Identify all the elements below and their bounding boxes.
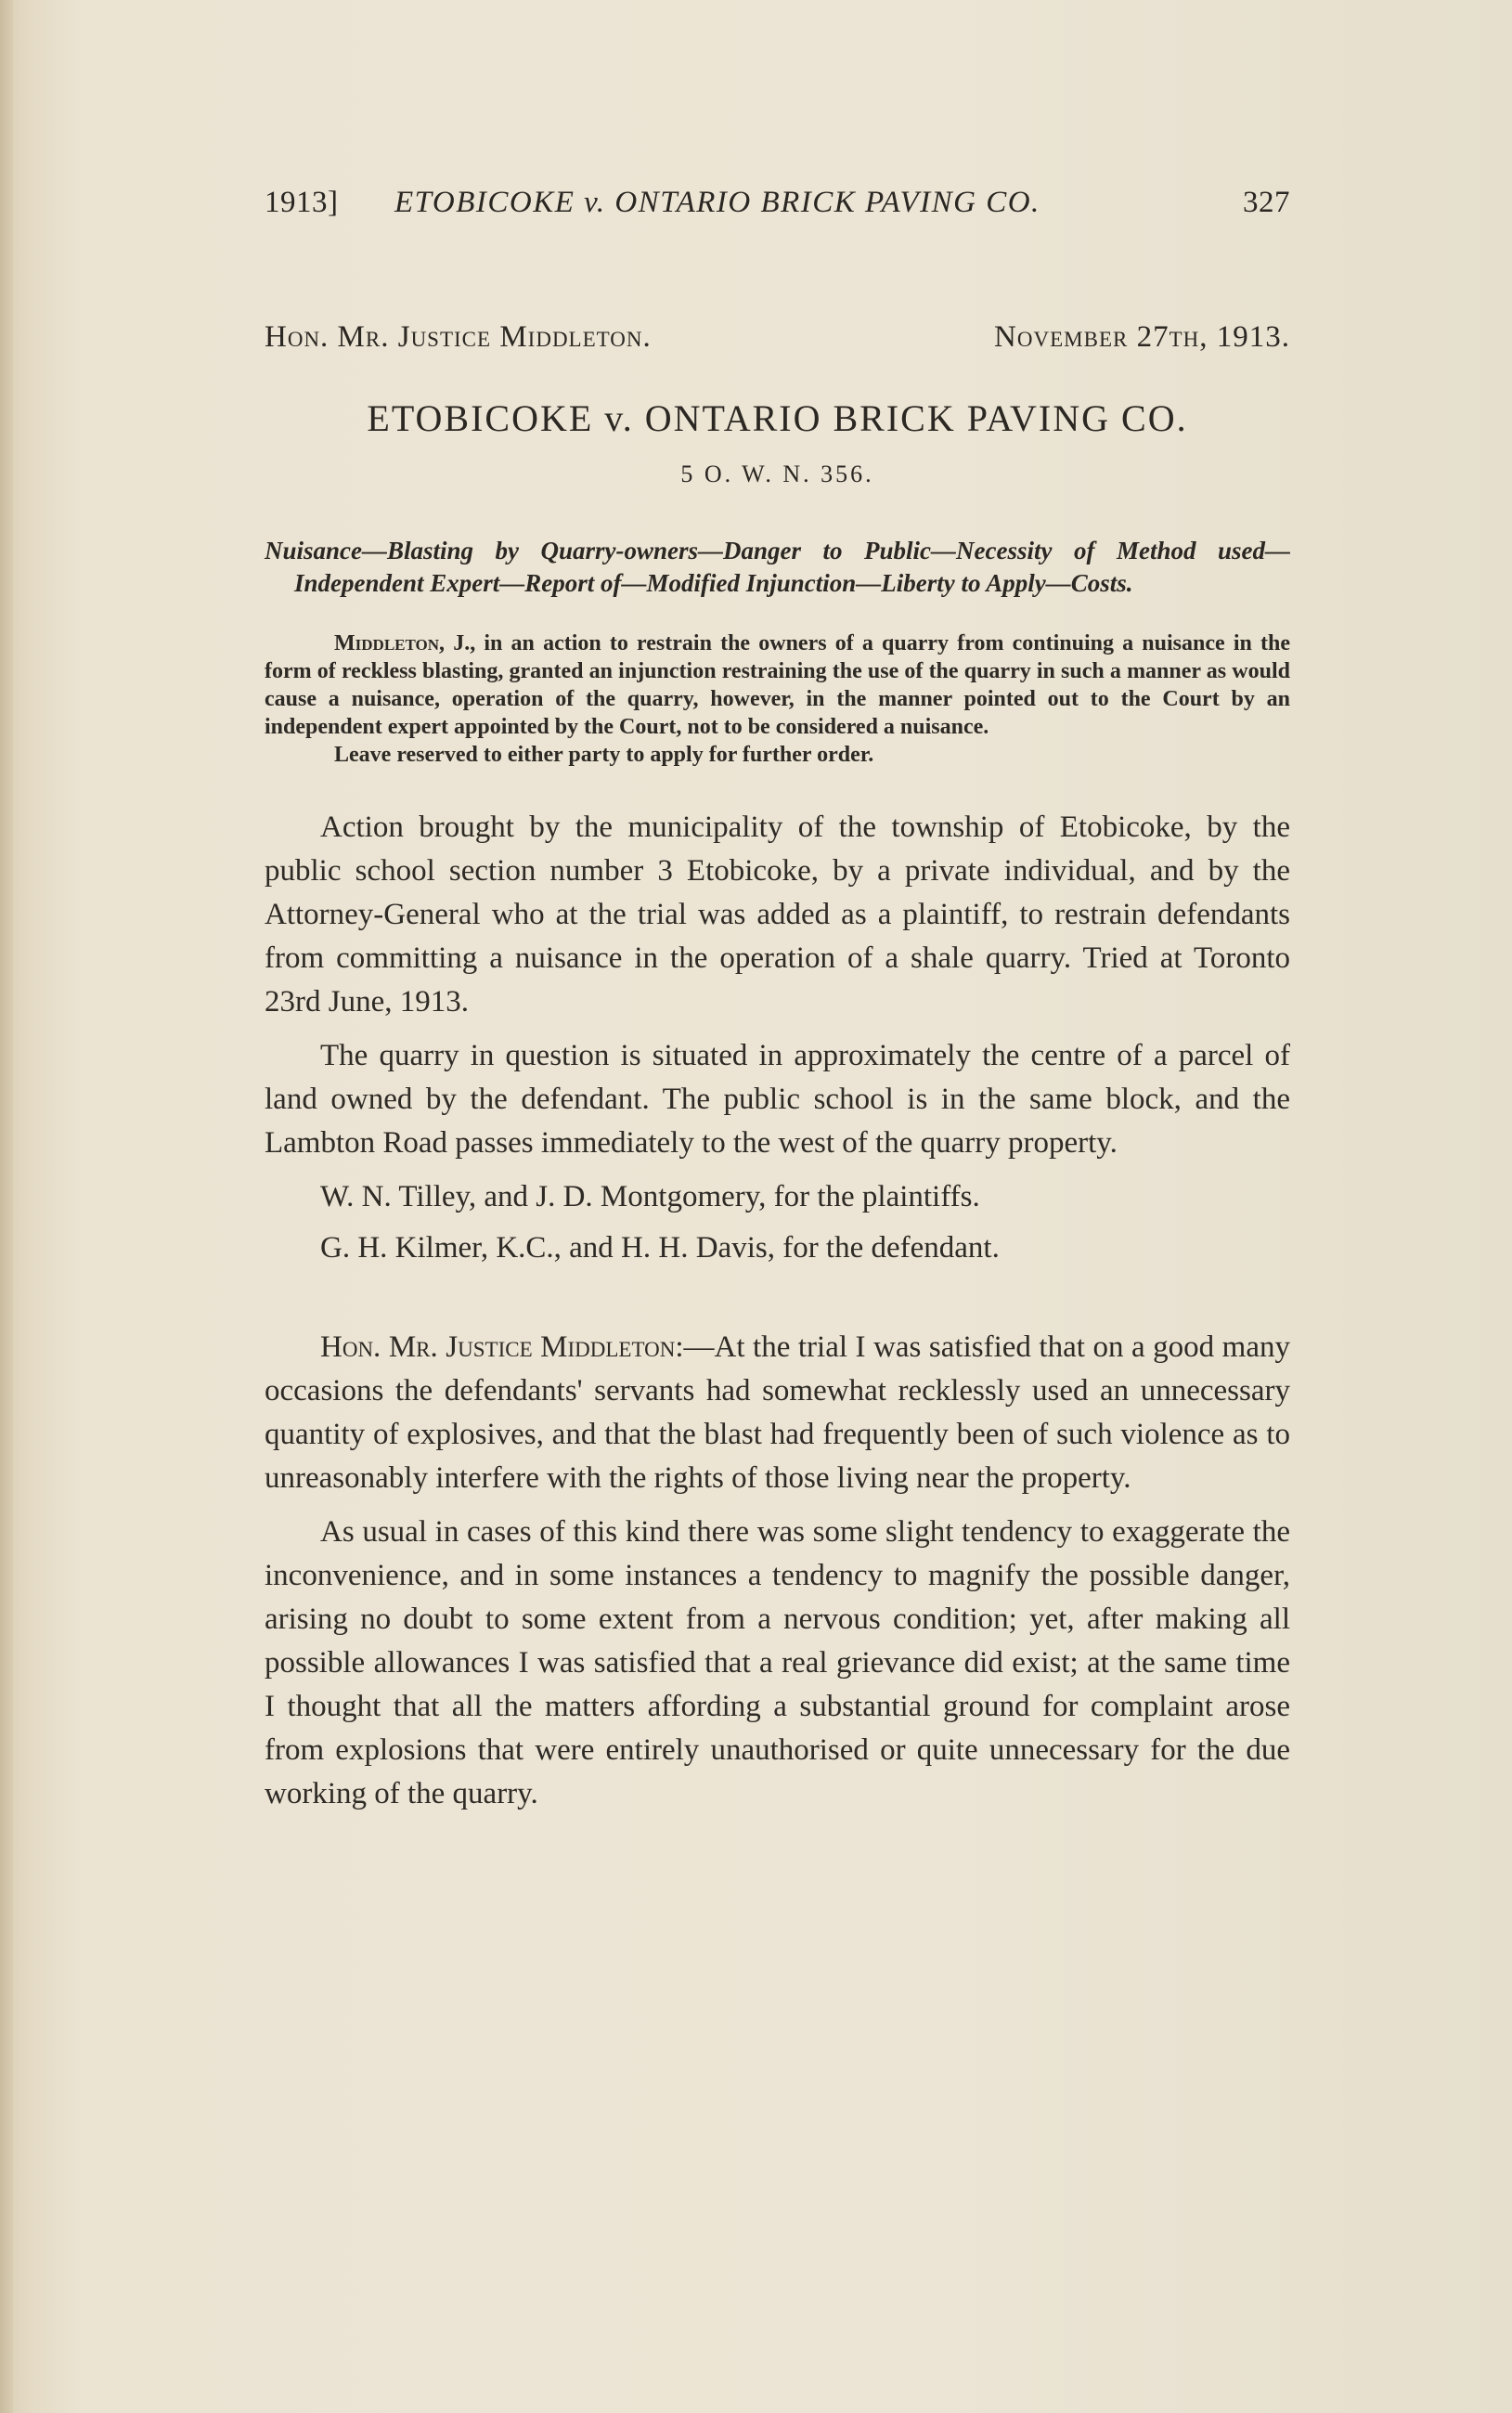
headnote-paragraph: [265, 629, 1290, 741]
page-binding-edge: [0, 0, 13, 2413]
body-paragraph-quarry: The quarry in question is situated in approximately the centre of a parcel of land owned by the defendant. The public school is in the same block, and the Lambton Road passes immediately to the west of the quarry property.: [265, 1039, 1290, 1160]
judgment-paragraph-2: As usual in cases of this kind there was some slight tendency to exaggerate the inconvenience, and in some instances a tendency to magnify the possible danger, arising no doubt to some extent from a nervous condition; yet, after making all possible allowances I was satisfied that a real grievance did exist; at the same time I thought that all the matters affording a substantial ground for complaint arose from explosions that were entirely unauthorised or quite unnecessary for the due working of the quarry.: [265, 1515, 1290, 1810]
judge-date-line: [265, 320, 1290, 376]
headnote-leave-reserved: Leave reserved to either party to apply for further order.: [334, 743, 874, 767]
case-citation: 5 O. W. N. 356.: [680, 461, 874, 487]
judgment-paragraph-1-text: :—At the trial I was satisfied that on a good many occasions the defendants' servants had somewhat recklessly used an unnecessary quantity of explosives, and that the blast had frequently been of such violence as to unreasonably interfere with the rights of those living near the property.: [265, 1330, 1290, 1495]
running-head-title: ETOBICOKE v. ONTARIO BRICK PAVING CO.: [394, 186, 1040, 219]
page-number: 327: [1243, 186, 1290, 219]
headnote-judge: Middleton, J.: [334, 631, 471, 655]
running-head-year: 1913]: [265, 186, 339, 219]
running-head: [265, 186, 1290, 241]
page-content: [265, 186, 1290, 1826]
headnote-text: , in an action to restrain the owners of a quarry from continuing a nuisance in the form of reckless blasting, granted an injunction restraining the use of the quarry in such a manner as would cause a nuisance, operation of the quarry, however, in the manner pointed out to the Court by an independent expert appointed by the Court, not to be considered a nuisance.: [265, 631, 1290, 739]
headnote: [265, 629, 1290, 769]
body-text: [265, 806, 1290, 1816]
case-title: ETOBICOKE v. ONTARIO BRICK PAVING CO.: [367, 397, 1188, 439]
judgment-paragraph-1: [265, 1326, 1290, 1500]
catchwords: Nuisance—Blasting by Quarry-owners—Danger to Public—Necessity of Method used—Independent Expert—Report of—Modified Injunction—Liberty to Apply—Costs.: [265, 537, 1290, 597]
decision-date: November 27th, 1913.: [994, 320, 1290, 354]
presiding-judge: Hon. Mr. Justice Middleton.: [265, 320, 652, 354]
judgment-judge: Hon. Mr. Justice Middleton: [320, 1330, 676, 1364]
body-paragraph-action: Action brought by the municipality of the township of Etobicoke, by the public school section number 3 Etobicoke, by a private individual, and by the Attorney-General who at the trial was added as a plaintiff, to restrain defendants from committing a nuisance in the operation of a shale quarry. Tried at Toronto 23rd June, 1913.: [265, 811, 1290, 1018]
counsel-plaintiffs: W. N. Tilley, and J. D. Montgomery, for the plaintiffs.: [320, 1180, 980, 1213]
counsel-defendant: G. H. Kilmer, K.C., and H. H. Davis, for the defendant.: [320, 1231, 1000, 1265]
